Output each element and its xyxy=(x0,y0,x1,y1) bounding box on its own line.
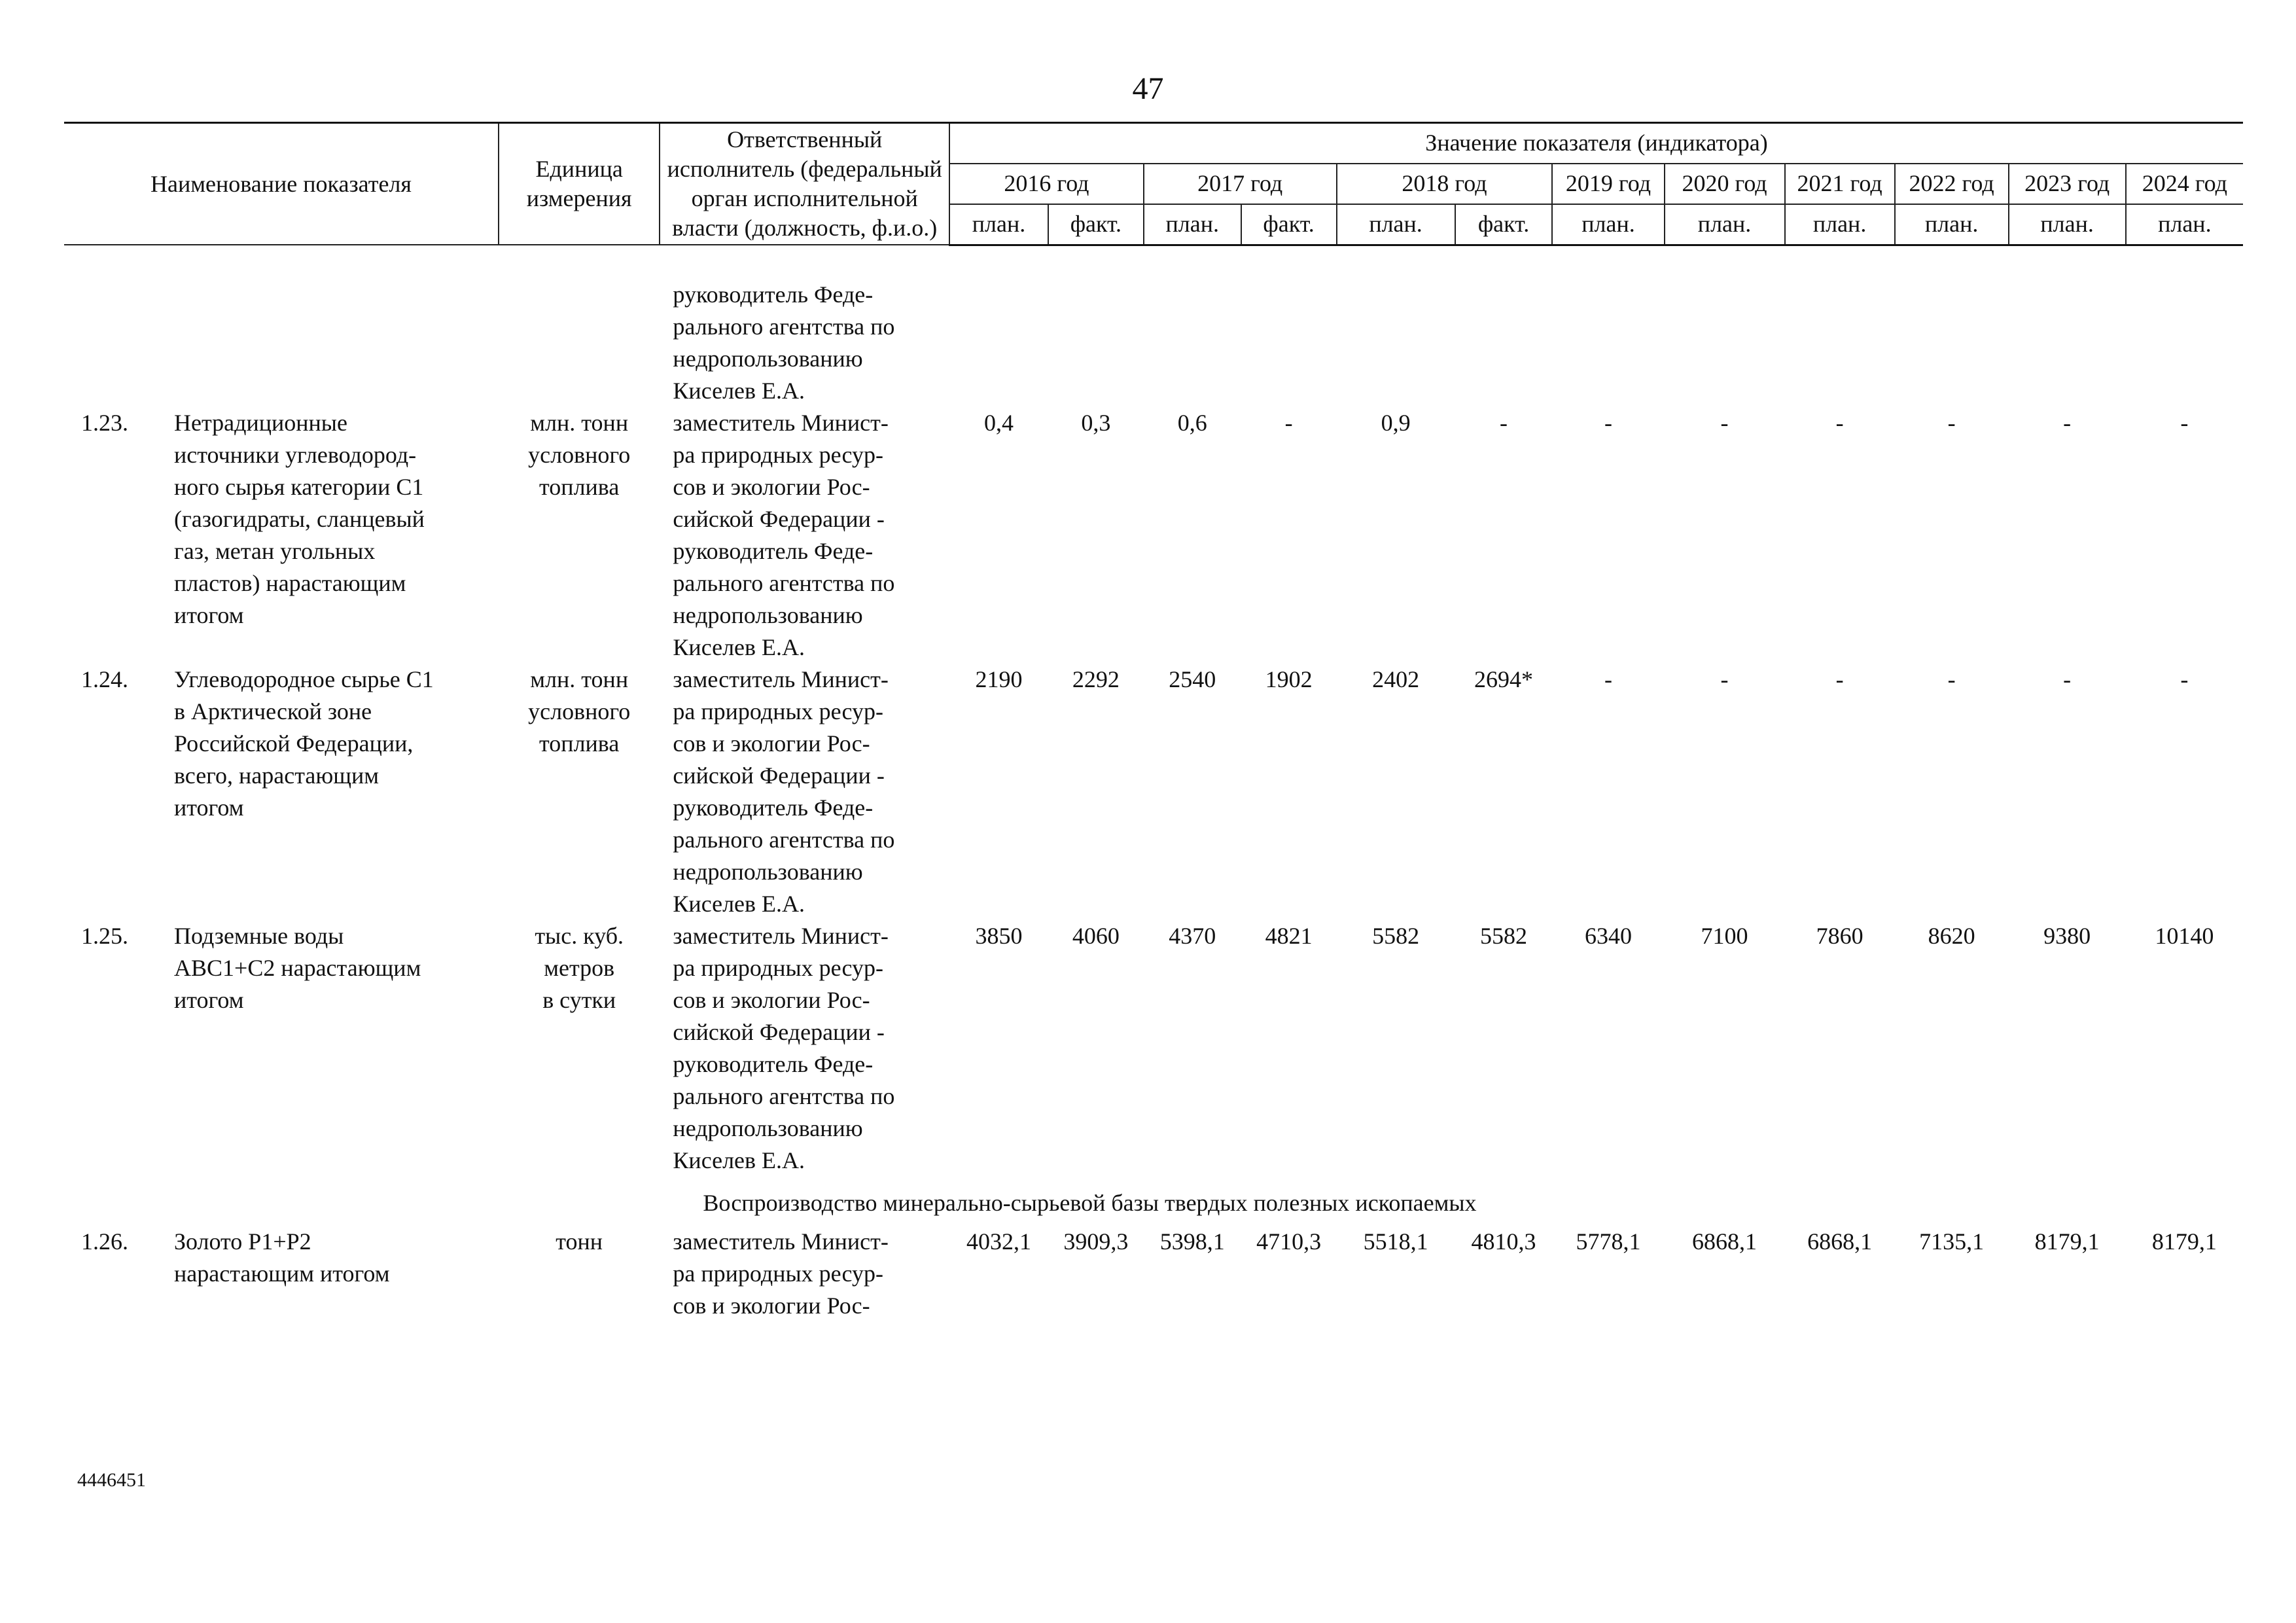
row-responsible: заместитель Минист- ра природных ресур- сов и экологии Рос- сийской Федерации - руководитель Феде- рального агентства по недропользованию Киселев Е.А. xyxy=(673,666,895,917)
section-title: Воспроизводство минерально-сырьевой базы твердых полезных ископаемых xyxy=(703,1189,1477,1216)
row-value: 3909,3 xyxy=(1063,1228,1129,1255)
row-value: 4032,1 xyxy=(966,1228,1031,1255)
header-year-2016: 2016 год xyxy=(949,164,1144,204)
row-value: - xyxy=(1720,666,1729,692)
indicators-table xyxy=(64,122,2243,1322)
row-value: 4060 xyxy=(1072,922,1120,949)
row-value: - xyxy=(1604,666,1612,692)
row-value: 9380 xyxy=(2043,922,2091,949)
row-index: 1.26. xyxy=(81,1228,128,1255)
header-year-2023: 2023 год xyxy=(2009,164,2126,204)
row-value: 2190 xyxy=(975,666,1023,692)
row-value: - xyxy=(1835,409,1844,436)
row-name: Золото Р1+Р2 нарастающим итогом xyxy=(174,1228,390,1287)
row-value: 0,3 xyxy=(1081,409,1111,436)
row-value: 2292 xyxy=(1072,666,1120,692)
row-unit: млн. тонн условного топлива xyxy=(528,666,631,757)
row-name-cell xyxy=(64,1226,499,1322)
row-value: 6868,1 xyxy=(1807,1228,1873,1255)
header-fact-2016: факт. xyxy=(1048,204,1144,245)
row-value: 4370 xyxy=(1169,922,1216,949)
header-plan-2022: план. xyxy=(1895,204,2009,245)
row-name-cell xyxy=(64,664,499,920)
row-value: - xyxy=(1720,409,1729,436)
row-value: 8179,1 xyxy=(2034,1228,2100,1255)
row-value: - xyxy=(1500,409,1508,436)
row-value: 4710,3 xyxy=(1256,1228,1322,1255)
row-value: 7100 xyxy=(1701,922,1748,949)
header-responsible: Ответственный исполнитель (федеральный орган исполнительной власти (должность, ф.и.о.) xyxy=(660,123,949,245)
row-value: - xyxy=(2180,666,2189,692)
header-plan-2016: план. xyxy=(949,204,1048,245)
header-fact-2017: факт. xyxy=(1241,204,1337,245)
row-responsible: заместитель Минист- ра природных ресур- сов и экологии Рос- сийской Федерации - руководитель Феде- рального агентства по недропользованию Киселев Е.А. xyxy=(673,922,895,1173)
row-value: 2402 xyxy=(1372,666,1420,692)
row-index: 1.25. xyxy=(81,922,128,949)
header-year-2018: 2018 год xyxy=(1337,164,1553,204)
continuation-row xyxy=(64,279,2243,407)
table-row xyxy=(64,407,2243,664)
row-value: 5582 xyxy=(1372,922,1420,949)
header-year-2017: 2017 год xyxy=(1144,164,1337,204)
row-value: 6868,1 xyxy=(1692,1228,1757,1255)
row-value: 5582 xyxy=(1480,922,1528,949)
header-year-2024: 2024 год xyxy=(2126,164,2243,204)
row-value: 0,6 xyxy=(1177,409,1207,436)
row-value: 2694* xyxy=(1474,666,1534,692)
header-plan-2020: план. xyxy=(1665,204,1785,245)
row-name-cell xyxy=(64,407,499,664)
row-responsible: заместитель Минист- ра природных ресур- сов и экологии Рос- xyxy=(673,1228,889,1319)
table-row xyxy=(64,920,2243,1177)
row-value: - xyxy=(1947,666,1956,692)
header-values-group: Значение показателя (индикатора) xyxy=(949,123,2243,164)
row-value: 0,9 xyxy=(1381,409,1411,436)
row-value: 0,4 xyxy=(983,409,1014,436)
row-value: 5778,1 xyxy=(1576,1228,1641,1255)
row-index: 1.24. xyxy=(81,666,128,692)
row-name: Нетрадиционные источники углеводород- ного сырья категории С1 (газогидраты, сланцевый газ, метан угольных пластов) нарастающим итогом xyxy=(174,409,425,628)
row-value: 5518,1 xyxy=(1363,1228,1428,1255)
header-unit: Единица измерения xyxy=(499,123,660,245)
header-plan-2018: план. xyxy=(1337,204,1455,245)
page-number: 47 xyxy=(1132,71,1164,106)
continuation-text: руководитель Феде- рального агентства по недропользованию Киселев Е.А. xyxy=(673,281,895,404)
table-row xyxy=(64,1226,2243,1322)
row-value: 7135,1 xyxy=(1919,1228,1985,1255)
header-plan-2023: план. xyxy=(2009,204,2126,245)
row-value: 6340 xyxy=(1584,922,1632,949)
header-fact-2018: факт. xyxy=(1455,204,1553,245)
row-value: 5398,1 xyxy=(1159,1228,1225,1255)
row-name: Углеводородное сырье С1 в Арктической зоне Российской Федерации, всего, нарастающим итогом xyxy=(174,666,434,821)
row-name: Подземные воды АВС1+С2 нарастающим итогом xyxy=(174,922,421,1013)
row-value: - xyxy=(1604,409,1612,436)
row-value: - xyxy=(1947,409,1956,436)
row-value: 3850 xyxy=(975,922,1023,949)
header-year-2021: 2021 год xyxy=(1785,164,1895,204)
row-value: 7860 xyxy=(1816,922,1863,949)
document-code: 4446451 xyxy=(77,1469,146,1491)
row-value: - xyxy=(2180,409,2189,436)
row-value: 1902 xyxy=(1265,666,1313,692)
row-value: 2540 xyxy=(1169,666,1216,692)
section-row xyxy=(64,1177,2243,1226)
header-plan-2019: план. xyxy=(1552,204,1664,245)
row-index: 1.23. xyxy=(81,409,128,436)
row-value: 8620 xyxy=(1928,922,1975,949)
header-year-2019: 2019 год xyxy=(1552,164,1664,204)
header-plan-2021: план. xyxy=(1785,204,1895,245)
row-value: - xyxy=(1284,409,1293,436)
header-year-2020: 2020 год xyxy=(1665,164,1785,204)
row-unit: тыс. куб. метров в сутки xyxy=(535,922,624,1013)
row-value: - xyxy=(2063,666,2072,692)
row-value: 8179,1 xyxy=(2151,1228,2217,1255)
row-unit: тонн xyxy=(556,1228,603,1255)
header-year-2022: 2022 год xyxy=(1895,164,2009,204)
table-row xyxy=(64,664,2243,920)
row-unit: млн. тонн условного топлива xyxy=(528,409,631,500)
row-name-cell xyxy=(64,920,499,1177)
row-value: - xyxy=(1835,666,1844,692)
row-responsible: заместитель Минист- ра природных ресур- сов и экологии Рос- сийской Федерации - руководитель Феде- рального агентства по недропользованию Киселев Е.А. xyxy=(673,409,895,660)
row-value: 10140 xyxy=(2155,922,2214,949)
row-value: 4810,3 xyxy=(1471,1228,1536,1255)
header-plan-2024: план. xyxy=(2126,204,2243,245)
row-value: - xyxy=(2063,409,2072,436)
row-value: 4821 xyxy=(1265,922,1313,949)
header-name: Наименование показателя xyxy=(64,123,499,245)
header-plan-2017: план. xyxy=(1144,204,1241,245)
